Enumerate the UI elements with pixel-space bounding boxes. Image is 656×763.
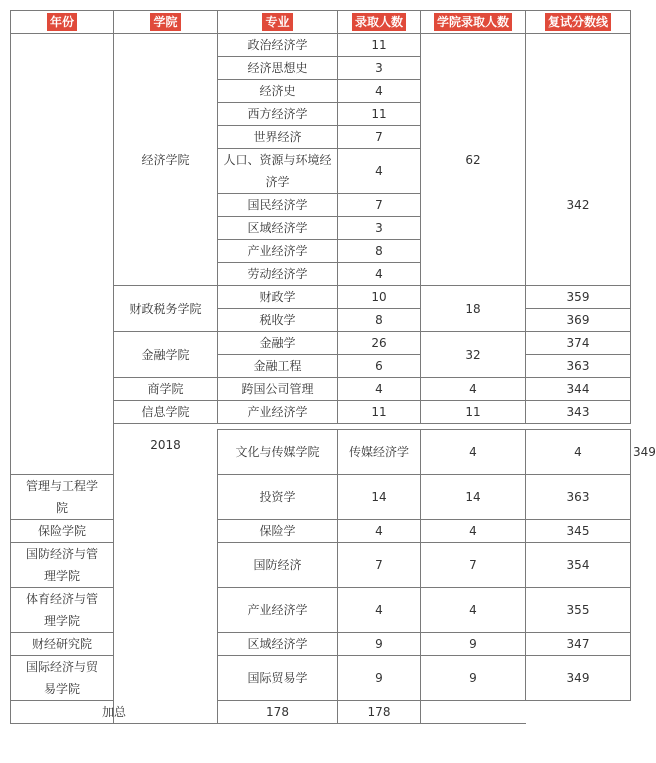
cutoff-cell: 342 [526, 126, 631, 286]
college-total-cell: 9 [421, 633, 526, 656]
header-label: 复试分数线 [545, 13, 611, 31]
table-row [11, 543, 631, 588]
count-cell: 4 [338, 378, 421, 401]
college-total-cell: 14 [421, 475, 526, 520]
count-cell: 7 [338, 543, 421, 588]
table-row [11, 656, 631, 701]
college-cell: 管理与工程学院 [11, 475, 114, 520]
cutoff-cell: 363 [526, 475, 631, 520]
count-cell: 7 [338, 194, 421, 217]
cutoff-cell: 355 [526, 588, 631, 633]
table-row [11, 633, 631, 656]
table-row: 2018 文化与传媒学院 传媒经济学 4 4 349 [11, 430, 631, 475]
college-cell: 财政税务学院 [114, 286, 218, 332]
count-cell: 9 [338, 656, 421, 701]
college-total-cell: 4 [421, 378, 526, 401]
cutoff-cell: 374 [526, 332, 631, 355]
college-cell: 体育经济与管理学院 [11, 588, 114, 633]
admissions-table-body [11, 11, 656, 724]
college-cell: 商学院 [114, 378, 218, 401]
major-cell: 金融工程 [218, 355, 338, 378]
header-cell [114, 11, 218, 34]
major-cell: 保险学 [218, 520, 338, 543]
college-cell: 金融学院 [114, 332, 218, 378]
year-cell: 2018 [114, 430, 218, 724]
major-cell: 劳动经济学 [218, 263, 338, 286]
college-cell: 财经研究院 [11, 633, 114, 656]
header-cell [338, 11, 421, 34]
college-total-cell: 11 [421, 401, 526, 424]
cutoff-cell: 369 [526, 309, 631, 332]
admissions-table [10, 10, 656, 724]
count-cell: 3 [338, 57, 421, 80]
college-cell: 经济学院 [114, 34, 218, 286]
major-cell: 金融学 [218, 332, 338, 355]
major-cell: 产业经济学 [218, 401, 338, 424]
count-cell: 9 [338, 633, 421, 656]
major-cell: 经济史 [218, 80, 338, 103]
summary-cutoff-blank [421, 701, 526, 724]
count-cell: 10 [338, 286, 421, 309]
college-cell: 保险学院 [11, 520, 114, 543]
college-total-cell: 4 [526, 430, 631, 475]
count-cell: 7 [338, 126, 421, 149]
table-row [11, 475, 631, 520]
count-cell: 8 [338, 240, 421, 263]
summary-label-cell: 加总 [11, 701, 218, 724]
cutoff-cell: 347 [526, 633, 631, 656]
major-cell: 西方经济学 [218, 103, 338, 126]
college-total-cell: 4 [421, 588, 526, 633]
major-cell: 经济思想史 [218, 57, 338, 80]
header-label: 专业 [262, 13, 292, 31]
major-cell: 财政学 [218, 286, 338, 309]
major-cell: 投资学 [218, 475, 338, 520]
header-label: 录取人数 [352, 13, 406, 31]
header-cell [526, 11, 631, 34]
count-cell: 11 [338, 34, 421, 57]
count-cell: 11 [338, 103, 421, 126]
header-label: 学院录取人数 [434, 13, 512, 31]
major-cell: 税收学 [218, 309, 338, 332]
table-row [11, 34, 631, 57]
count-cell: 4 [338, 588, 421, 633]
count-cell: 11 [338, 401, 421, 424]
table-row [11, 520, 631, 543]
header-cell [218, 11, 338, 34]
major-cell: 国民经济学 [218, 194, 338, 217]
count-cell: 4 [338, 263, 421, 286]
major-cell: 区域经济学 [218, 633, 338, 656]
count-cell: 6 [338, 355, 421, 378]
year-cell-upper [11, 34, 114, 475]
college-cell: 文化与传媒学院 [218, 430, 338, 475]
count-cell: 14 [338, 475, 421, 520]
major-cell: 产业经济学 [218, 588, 338, 633]
cutoff-cell: 359 [526, 286, 631, 309]
summary-total-cell: 178 [338, 701, 421, 724]
count-cell: 26 [338, 332, 421, 355]
header-label: 学院 [150, 13, 180, 31]
summary-count-cell: 178 [218, 701, 338, 724]
header-label: 年份 [47, 13, 77, 31]
major-cell: 跨国公司管理 [218, 378, 338, 401]
college-total-cell: 4 [421, 520, 526, 543]
cutoff-cell: 345 [526, 520, 631, 543]
cutoff-cell: 343 [526, 401, 631, 424]
college-total-cell: 9 [421, 656, 526, 701]
major-cell: 产业经济学 [218, 240, 338, 263]
count-cell: 4 [338, 149, 421, 194]
major-cell: 人口、资源与环境经济学 [218, 149, 338, 194]
cutoff-cell: 349 [526, 656, 631, 701]
college-total-cell: 32 [421, 332, 526, 378]
count-cell: 4 [338, 80, 421, 103]
header-cell [421, 11, 526, 34]
major-cell: 国际贸易学 [218, 656, 338, 701]
count-cell: 4 [338, 520, 421, 543]
count-cell: 8 [338, 309, 421, 332]
header-row [11, 11, 631, 34]
header-cell [11, 11, 114, 34]
college-cell: 国防经济与管理学院 [11, 543, 114, 588]
college-total-cell: 62 [421, 34, 526, 286]
summary-row [11, 701, 631, 724]
college-cell: 信息学院 [114, 401, 218, 424]
college-cell: 国际经济与贸易学院 [11, 656, 114, 701]
major-cell: 区域经济学 [218, 217, 338, 240]
major-cell: 世界经济 [218, 126, 338, 149]
college-total-cell: 7 [421, 543, 526, 588]
cutoff-blank-cell [526, 34, 631, 126]
major-cell: 政治经济学 [218, 34, 338, 57]
count-cell: 4 [421, 430, 526, 475]
cutoff-cell: 363 [526, 355, 631, 378]
cutoff-cell: 354 [526, 543, 631, 588]
count-cell: 3 [338, 217, 421, 240]
major-cell: 传媒经济学 [338, 430, 421, 475]
table-row [11, 588, 631, 633]
college-total-cell: 18 [421, 286, 526, 332]
cutoff-cell: 344 [526, 378, 631, 401]
major-cell: 国防经济 [218, 543, 338, 588]
